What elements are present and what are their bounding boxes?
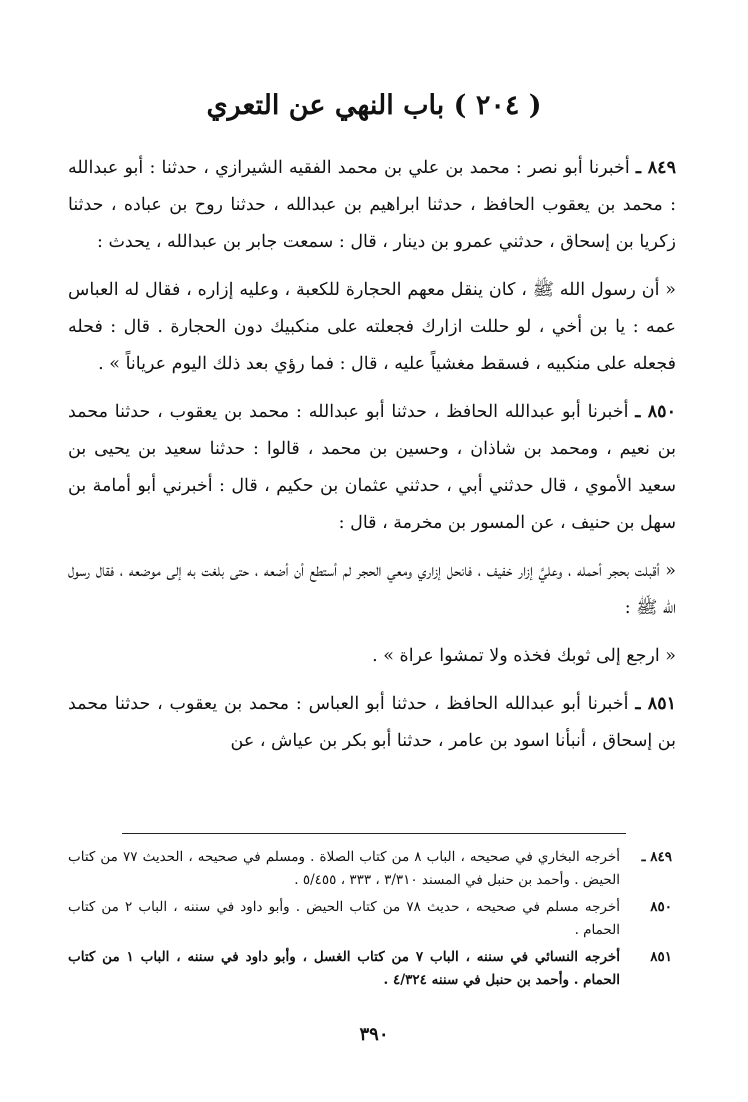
hadith-number: ٨٥١ ـ bbox=[635, 694, 676, 714]
hadith-number: ٨٤٩ ـ bbox=[635, 158, 676, 178]
page-number: ٣٩٠ bbox=[359, 1024, 389, 1045]
hadith-850-isnad bbox=[68, 394, 676, 542]
footnote-number: ٨٥٠ bbox=[650, 899, 672, 915]
footnotes bbox=[68, 846, 672, 996]
paragraph-text: « ارجع إلى ثوبك فخذه ولا تمشوا عراة » . bbox=[372, 646, 676, 666]
paragraph-text: « أن رسول الله ﷺ ، كان ينقل معهم الحجارة للكعبة ، وعليه إزاره ، فقال له العباس عمه : يا بن أخي ، لو حللت ازارك فجعلته على منكبيك دون الحجارة . قال : فحله فجعله على منكبيه ، فسقط مغشياً عليه ، قال : فما رؤي بعد ذلك اليوم عرياناً » . bbox=[68, 280, 676, 374]
paragraph-text: أخبرنا أبو عبدالله الحافظ ، حدثنا أبو العباس : محمد بن يعقوب ، حدثنا محمد بن إسحاق ، أنبأنا اسود بن عامر ، حدثنا أبو بكر بن عياش ، عن bbox=[68, 694, 676, 751]
footnote-text: أخرجه البخاري في صحيحه ، الباب ٨ من كتاب الصلاة . ومسلم في صحيحه ، الحديث ٧٧ من كتاب الحيض . وأحمد بن حنبل في المسند ٣/٣١٠ ، ٣٣٣ ، ٥/٤٥٥ . bbox=[68, 849, 620, 888]
footnote-number: ٨٤٩ ـ bbox=[641, 849, 672, 865]
footnote-number: ٨٥١ bbox=[650, 949, 672, 965]
chapter-title: ( ٢٠٤ ) باب النهي عن التعري bbox=[206, 90, 542, 121]
paragraph-text: أخبرنا أبو عبدالله الحافظ ، حدثنا أبو عبدالله : محمد بن يعقوب ، حدثنا محمد بن نعيم ، ومحمد بن شاذان ، وحسين بن محمد ، قالوا : حدثنا سعيد بن يحيى بن سعيد الأموي ، قال حدثني أبي ، حدثني عثمان بن حكيم ، قال : أخبرني أبو أمامة بن سهل بن حنيف ، عن المسور بن مخرمة ، قال : bbox=[68, 402, 676, 533]
footnote-text: أخرجه مسلم في صحيحه ، حديث ٧٨ من كتاب الحيض . وأبو داود في سننه ، الباب ٢ من كتاب الحمام . bbox=[68, 899, 620, 938]
footnote-851 bbox=[68, 946, 672, 992]
main-text bbox=[68, 150, 676, 760]
footnote-850 bbox=[68, 896, 672, 942]
hadith-850-matn bbox=[68, 553, 676, 627]
paragraph-text: « أقبلت بحجر أحمله ، وعليَّ إزار خفيف ، فانحل إزاري ومعي الحجر لم أستطع أن أضعه ، حتى بلغت به إلى موضعه ، فقال رسول الله ﷺ : bbox=[68, 561, 676, 618]
footnote-text: أخرجه النسائي في سننه ، الباب ٧ من كتاب الغسل ، وأبو داود في سننه ، الباب ١ من كتاب الحمام . وأحمد بن حنبل في سننه ٤/٣٢٤ . bbox=[68, 949, 620, 988]
paragraph-text: أخبرنا أبو نصر : محمد بن علي بن محمد الفقيه الشيرازي ، حدثنا : أبو عبدالله : محمد بن يعقوب الحافظ ، حدثنا ابراهيم بن عبدالله ، حدثنا روح بن عباده ، حدثنا زكريا بن إسحاق ، حدثني عمرو بن دينار ، قال : سمعت جابر بن عبدالله ، يحدث : bbox=[68, 158, 676, 252]
hadith-number: ٨٥٠ ـ bbox=[635, 402, 676, 422]
footnote-849 bbox=[68, 846, 672, 892]
hadith-850-quote bbox=[68, 638, 676, 675]
hadith-849-matn bbox=[68, 272, 676, 383]
footnote-divider bbox=[122, 833, 626, 834]
hadith-851-isnad bbox=[68, 686, 676, 760]
hadith-849-isnad bbox=[68, 150, 676, 261]
